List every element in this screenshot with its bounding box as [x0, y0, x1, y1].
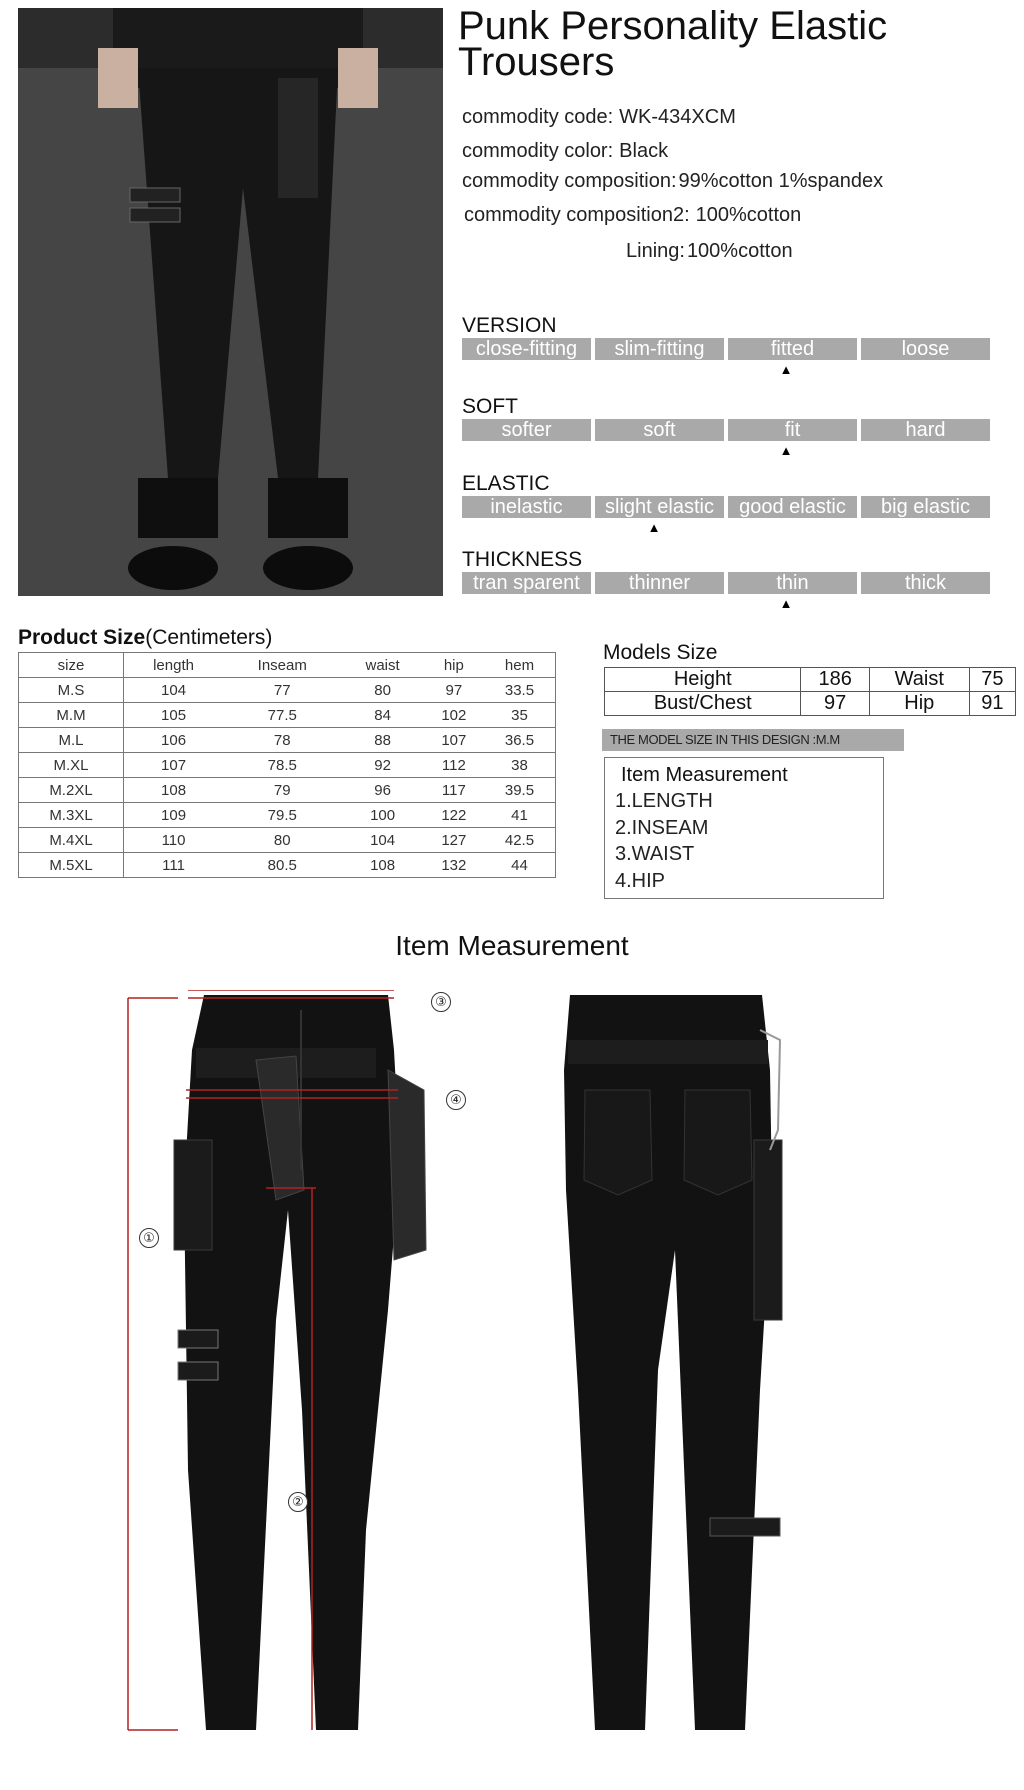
marker-length: ①	[139, 1228, 159, 1248]
list-item: 1.LENGTH	[615, 790, 713, 812]
table-cell: M.L	[19, 728, 124, 753]
product-size-title: Product Size(Centimeters)	[18, 626, 273, 649]
list-item: 2.INSEAM	[615, 817, 709, 839]
table-cell: 39.5	[484, 778, 556, 803]
list-item: 4.HIP	[615, 870, 666, 892]
scale-marker-version: ▲	[779, 362, 793, 377]
table-cell: 33.5	[484, 678, 556, 703]
scale-option: good elastic	[728, 496, 857, 518]
table-cell: 44	[484, 853, 556, 878]
scale-elastic	[462, 496, 990, 518]
table-cell: 78.5	[223, 753, 341, 778]
item-measurement-box	[604, 757, 884, 899]
list-item: 3.WAIST	[615, 843, 695, 865]
scale-option: fitted	[728, 338, 857, 360]
table-cell: 111	[124, 853, 224, 878]
table-cell: 122	[424, 803, 484, 828]
column-header: hem	[484, 653, 556, 678]
table-cell: 105	[124, 703, 224, 728]
scale-marker-thickness: ▲	[779, 596, 793, 611]
table-cell: M.5XL	[19, 853, 124, 878]
table-cell: M.XL	[19, 753, 124, 778]
spec-code: commodity code: WK-434XCM	[462, 106, 736, 128]
table-cell: 110	[124, 828, 224, 853]
scale-title-version: VERSION	[462, 314, 557, 337]
scale-title-soft: SOFT	[462, 395, 518, 418]
scale-option: loose	[861, 338, 990, 360]
scale-option: big elastic	[861, 496, 990, 518]
table-cell: Height	[605, 668, 801, 692]
table-cell: 107	[424, 728, 484, 753]
item-measurement-heading: Item Measurement	[621, 764, 788, 786]
scale-option: thinner	[595, 572, 724, 594]
scale-option: fit	[728, 419, 857, 441]
scale-option: soft	[595, 419, 724, 441]
column-header: waist	[341, 653, 423, 678]
table-cell: 117	[424, 778, 484, 803]
table-cell: 108	[341, 853, 423, 878]
models-size-table	[604, 667, 1016, 716]
marker-hip: ④	[446, 1090, 466, 1110]
item-measurement-title: Item Measurement	[395, 930, 629, 961]
table-cell: 186	[801, 668, 869, 692]
front-pants-diagram	[126, 990, 486, 1740]
table-cell: 88	[341, 728, 423, 753]
table-cell: 91	[969, 692, 1015, 716]
table-cell: M.4XL	[19, 828, 124, 853]
scale-option: slim-fitting	[595, 338, 724, 360]
table-cell: Waist	[869, 668, 969, 692]
column-header: hip	[424, 653, 484, 678]
table-cell: Bust/Chest	[605, 692, 801, 716]
table-row	[19, 828, 556, 853]
product-title: Punk Personality Elastic Trousers	[458, 4, 888, 84]
table-cell: 132	[424, 853, 484, 878]
table-cell: 100	[341, 803, 423, 828]
scale-option: tran sparent	[462, 572, 591, 594]
marker-inseam: ②	[288, 1492, 308, 1512]
scale-option: softer	[462, 419, 591, 441]
spec-composition: commodity composition: 99%cotton 1%spandex	[462, 170, 884, 192]
table-cell: 80	[341, 678, 423, 703]
marker-waist: ③	[431, 992, 451, 1012]
table-cell: M.2XL	[19, 778, 124, 803]
table-cell: 75	[969, 668, 1015, 692]
table-cell: 92	[341, 753, 423, 778]
table-cell: 97	[424, 678, 484, 703]
scale-thickness	[462, 572, 990, 594]
scale-option: thick	[861, 572, 990, 594]
table-cell: 109	[124, 803, 224, 828]
table-cell: 77.5	[223, 703, 341, 728]
table-cell: 104	[341, 828, 423, 853]
table-header-row	[19, 653, 556, 678]
table-cell: 97	[801, 692, 869, 716]
table-cell: 38	[484, 753, 556, 778]
table-row	[605, 668, 1016, 692]
table-row	[19, 778, 556, 803]
column-header: length	[124, 653, 224, 678]
spec-color: commodity color: Black	[462, 140, 669, 162]
table-cell: 127	[424, 828, 484, 853]
table-cell: M.M	[19, 703, 124, 728]
scale-version	[462, 338, 990, 360]
scale-title-elastic: ELASTIC	[462, 472, 550, 495]
table-cell: 80	[223, 828, 341, 853]
table-cell: M.3XL	[19, 803, 124, 828]
table-cell: 79.5	[223, 803, 341, 828]
table-row	[605, 692, 1016, 716]
table-cell: 112	[424, 753, 484, 778]
scale-marker-elastic: ▲	[647, 520, 661, 535]
table-row	[19, 703, 556, 728]
table-cell: 84	[341, 703, 423, 728]
column-header: Inseam	[223, 653, 341, 678]
product-size-table	[18, 652, 556, 878]
scale-option: hard	[861, 419, 990, 441]
table-cell: 42.5	[484, 828, 556, 853]
scale-title-thickness: THICKNESS	[462, 548, 583, 571]
table-row	[19, 803, 556, 828]
scale-option: slight elastic	[595, 496, 724, 518]
table-cell: Hip	[869, 692, 969, 716]
scale-marker-soft: ▲	[779, 443, 793, 458]
back-pants-diagram	[540, 990, 800, 1740]
table-cell: 108	[124, 778, 224, 803]
table-cell: M.S	[19, 678, 124, 703]
table-row	[19, 853, 556, 878]
model-size-note: THE MODEL SIZE IN THIS DESIGN :M.M	[602, 729, 904, 751]
models-size-title: Models Size	[603, 641, 718, 664]
table-cell: 35	[484, 703, 556, 728]
table-row	[19, 728, 556, 753]
table-row	[19, 678, 556, 703]
table-cell: 41	[484, 803, 556, 828]
table-cell: 104	[124, 678, 224, 703]
spec-lining: Lining: 100%cotton	[626, 240, 793, 262]
spec-composition2: commodity composition2: 100%cotton	[464, 204, 802, 226]
scale-option: inelastic	[462, 496, 591, 518]
scale-option: thin	[728, 572, 857, 594]
table-row	[19, 753, 556, 778]
scale-option: close-fitting	[462, 338, 591, 360]
table-cell: 80.5	[223, 853, 341, 878]
table-cell: 107	[124, 753, 224, 778]
table-cell: 36.5	[484, 728, 556, 753]
table-cell: 102	[424, 703, 484, 728]
scale-soft	[462, 419, 990, 441]
table-cell: 78	[223, 728, 341, 753]
model-photo	[18, 8, 443, 596]
table-cell: 77	[223, 678, 341, 703]
table-cell: 106	[124, 728, 224, 753]
table-cell: 96	[341, 778, 423, 803]
table-cell: 79	[223, 778, 341, 803]
column-header: size	[19, 653, 124, 678]
